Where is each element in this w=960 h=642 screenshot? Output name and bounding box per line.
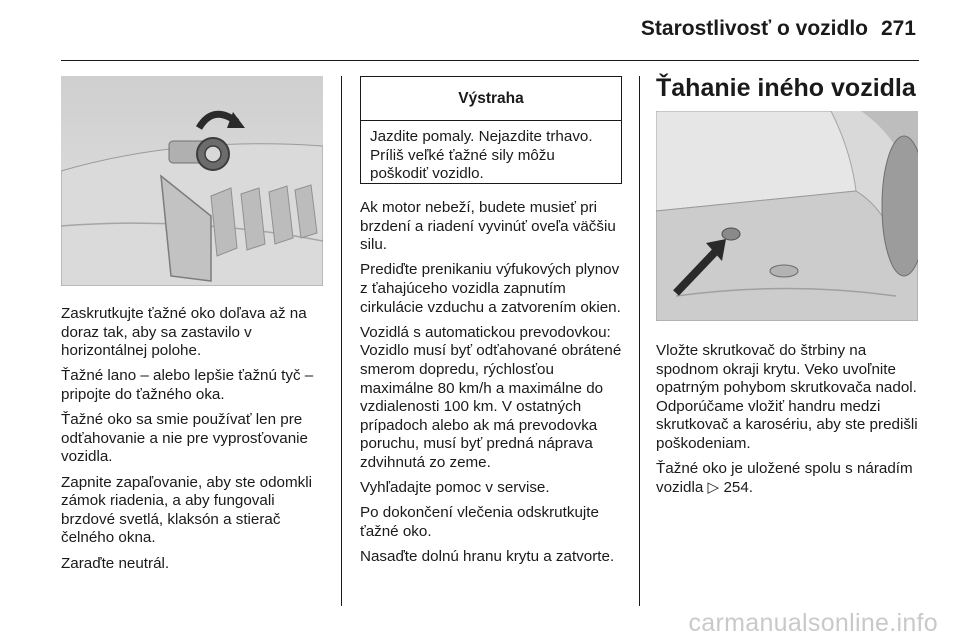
column-divider-right bbox=[639, 76, 640, 606]
left-column-text bbox=[61, 305, 327, 580]
header-rule bbox=[61, 60, 919, 61]
towing-eye-figure bbox=[61, 76, 323, 286]
paragraph: Vozidlá s automatickou prevodovkou: Vozidlo musí byť odťahované obrátené smerom dopredu, rýchlosťou maximálne 80 km/h a maximálne do vzdialenosti 100 km. V ostatných prípadoch alebo ak má prevodovka poruchu, musí byť predná náprava zdvihnutá zo zeme. bbox=[360, 323, 622, 471]
warning-title: Výstraha bbox=[361, 77, 621, 121]
right-column-text bbox=[656, 342, 924, 504]
towing-eye-illustration bbox=[61, 76, 323, 286]
reference-text: Ťažné oko je uložené spolu s náradím vozidla bbox=[656, 460, 913, 496]
paragraph: Zaraďte neutrál. bbox=[61, 554, 170, 572]
paragraph: Zaskrutkujte ťažné oko doľava až na doraz tak, aby sa zastavilo v horizontálnej polohe. bbox=[61, 305, 307, 360]
rear-bumper-figure bbox=[656, 111, 918, 321]
page-header bbox=[0, 0, 960, 62]
watermark: carmanualsonline.info bbox=[688, 609, 938, 637]
warning-box bbox=[360, 76, 622, 184]
paragraph: Ťažné lano – alebo lepšie ťažnú tyč – pripojte do ťažného oka. bbox=[61, 367, 314, 403]
warning-body: Jazdite pomaly. Nejazdite trhavo. Príliš veľké ťažné sily môžu poškodiť vozidlo. bbox=[370, 128, 593, 183]
section-title: Ťahanie iného vozidla bbox=[656, 74, 916, 102]
running-header-title: Starostlivosť o vozidlo bbox=[640, 17, 868, 40]
paragraph: Vyhľadajte pomoc v servise. bbox=[360, 479, 550, 497]
paragraph: Ak motor nebeží, budete musieť pri brzdení a riadení vyvinúť oveľa väčšiu silu. bbox=[360, 199, 616, 254]
paragraph: Ťažné oko sa smie používať len pre odťahovanie a nie pre vyprosťovanie vozidla. bbox=[61, 411, 308, 466]
paragraph: Prediďte prenikaniu výfukových plynov z ťahajúceho vozidla zapnutím cirkulácie vzduchu a zatvorením okien. bbox=[360, 261, 621, 316]
page-reference-arrow-icon: ▷ bbox=[707, 478, 720, 496]
paragraph: Po dokončení vlečenia odskrutkujte ťažné oko. bbox=[360, 504, 599, 540]
paragraph: Nasaďte dolnú hranu krytu a zatvorte. bbox=[360, 548, 615, 566]
reference-paragraph bbox=[656, 460, 924, 497]
paragraph: Vložte skrutkovač do štrbiny na spodnom okraji krytu. Veko uvoľnite opatrným pohybom skrutkovača nadol. Odporúčame vložiť handru medzi skrutkovač a karosériu, aby ste predišli poškodeniam. bbox=[656, 342, 918, 452]
paragraph: Zapnite zapaľovanie, aby ste odomkli zámok riadenia, a aby fungovali brzdové svetlá, klaksón a stierač čelného okna. bbox=[61, 473, 312, 547]
rear-bumper-illustration bbox=[656, 111, 918, 321]
column-divider-left bbox=[341, 76, 342, 606]
reference-page-link[interactable]: 254. bbox=[723, 478, 753, 496]
middle-column-text bbox=[360, 199, 626, 573]
page-number: 271 bbox=[880, 17, 916, 40]
